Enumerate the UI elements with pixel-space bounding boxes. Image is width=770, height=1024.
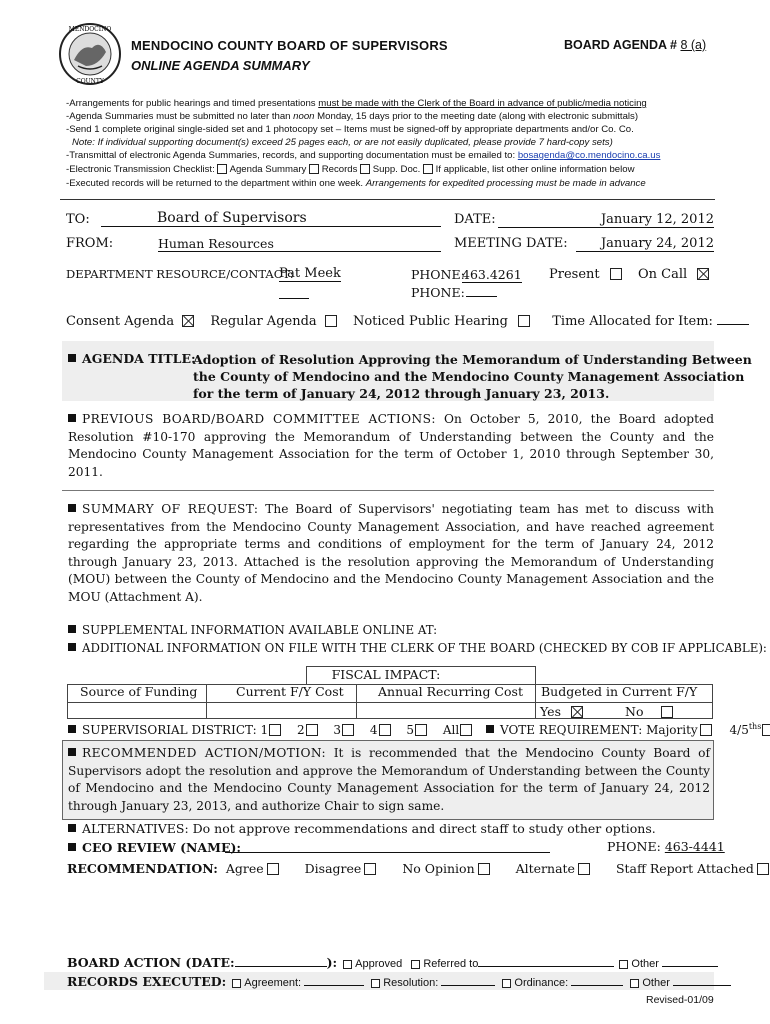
supplemental-online: SUPPLEMENTAL INFORMATION AVAILABLE ONLINE AT:: [68, 623, 437, 637]
budgeted-yes-option: Yes: [540, 704, 583, 719]
budgeted-no-checkbox[interactable]: [661, 706, 673, 718]
section-divider: [62, 490, 714, 491]
instruction-line: -Send 1 complete original single-sided set and 1 photocopy set – Items must be signed-off by appropriate departments and/or Co. Co.: [66, 124, 634, 135]
referred-checkbox[interactable]: [411, 960, 420, 969]
disagree-checkbox[interactable]: [364, 863, 376, 875]
time-allocated-field[interactable]: [717, 324, 749, 325]
bullet-icon: [68, 625, 76, 633]
noticed-hearing-checkbox[interactable]: [518, 315, 530, 327]
present-option: Present: [549, 267, 622, 282]
alternate-checkbox[interactable]: [578, 863, 590, 875]
records-executed-row: RECORDS EXECUTED: Agreement: Resolution: Ordinance: Other: [67, 974, 731, 989]
from-label: FROM:: [66, 236, 114, 251]
instruction-line: Note: If individual supporting document(s) exceed 25 pages each, or are not easily duplicated, please provide 7 hard-copy sets): [72, 137, 613, 148]
fiscal-impact-title: FISCAL IMPACT:: [331, 667, 441, 682]
records-other-checkbox[interactable]: [630, 979, 639, 988]
district-all-checkbox[interactable]: [460, 724, 472, 736]
board-agenda-value: 8 (a): [680, 38, 707, 52]
oncall-checkbox[interactable]: [697, 268, 709, 280]
recommendation-row: RECOMMENDATION: Agree Disagree No Opinion Alternate Staff Report Attached: [67, 861, 769, 876]
date-label: DATE:: [454, 212, 496, 227]
instruction-line: -Agenda Summaries must be submitted no later than noon Monday, 15 days prior to the meeting date (along with electronic submittals): [66, 111, 639, 122]
phone-2-label: PHONE:: [411, 285, 465, 300]
instruction-line: -Electronic Transmission Checklist: Agenda Summary Records Supp. Doc. If applicable, list other online information below: [66, 164, 635, 175]
fiscal-col-source: Source of Funding: [80, 684, 198, 699]
recommended-action: RECOMMENDED ACTION/MOTION: It is recommended that the Mendocino County Board of Supervisors adopt the resolution and approve the Memorandum of Understanding between the County of Mendocino and the Mendocino County Management Association for the term of January 24, 2012 through January 23, 2013, and authorize Chair to sign same.: [68, 746, 710, 813]
fiscal-current-value[interactable]: [208, 703, 354, 719]
resolution-field[interactable]: [441, 985, 495, 986]
additional-info: ADDITIONAL INFORMATION ON FILE WITH THE CLERK OF THE BOARD (CHECKED BY COB IF APPLICABLE):: [68, 641, 770, 655]
county-seal: [58, 22, 122, 86]
agree-checkbox[interactable]: [267, 863, 279, 875]
summary-of-request: SUMMARY OF REQUEST: The Board of Supervisors' negotiating team has met to discuss with representatives from the Mendocino County Management Association, and have reached agreement regarding the appropriate terms and conditions of employment for the term of January 24, 2012 through January 23, 2013. Attached is the resolution approving the Memorandum of Understanding (MOU) between the County of Mendocino and the Mendocino County Management Association and the MOU (Attachment A).: [68, 502, 714, 604]
ceo-review-row: CEO REVIEW (NAME):: [68, 840, 241, 855]
agenda-title-block: AGENDA TITLE:: [68, 351, 196, 366]
fiscal-source-value[interactable]: [0, 703, 206, 719]
regular-agenda-checkbox[interactable]: [325, 315, 337, 327]
resolution-checkbox[interactable]: [371, 979, 380, 988]
majority-checkbox[interactable]: [700, 724, 712, 736]
ordinance-checkbox[interactable]: [502, 979, 511, 988]
header-divider: [60, 199, 715, 200]
previous-actions: PREVIOUS BOARD/BOARD COMMITTEE ACTIONS: On October 5, 2010, the Board adopted Resolution #10-170 approving the Memorandum of Understanding between the County and the Mendocino County Management Association for the term of October 1, 2010 through September 30, 2011.: [68, 412, 715, 479]
fiscal-col-current: Current F/Y Cost: [236, 684, 344, 699]
to-label: TO:: [66, 212, 90, 227]
ordinance-field[interactable]: [571, 985, 623, 986]
present-checkbox[interactable]: [610, 268, 622, 280]
bullet-icon: [486, 725, 494, 733]
ceo-phone-value: 463-4441: [664, 839, 725, 854]
agenda-type-row: Consent Agenda Regular Agenda Noticed Public Hearing Time Allocated for Item:: [66, 314, 749, 329]
meeting-date-label: MEETING DATE:: [454, 236, 568, 251]
board-agenda-label: BOARD AGENDA #: [564, 38, 677, 52]
bullet-icon: [68, 643, 76, 651]
seal-text-top: MENDOCINO: [68, 26, 112, 33]
district-3-checkbox[interactable]: [342, 724, 354, 736]
checkbox-agenda-summary[interactable]: [217, 164, 227, 174]
oncall-option: On Call: [638, 267, 709, 282]
referred-to-field[interactable]: [478, 966, 614, 967]
board-action-date-field[interactable]: [235, 966, 327, 967]
revision-note: Revised-01/09: [646, 994, 714, 1006]
seal-text-bottom: COUNTY: [76, 78, 104, 85]
district-1-checkbox[interactable]: [269, 724, 281, 736]
bullet-icon: [68, 748, 76, 756]
phone-2-field[interactable]: [466, 296, 497, 297]
agenda-title-text: Adoption of Resolution Approving the Memorandum of Understanding Between the County of Mendocino and the Mendocino County Management Association for the term of January 24, 2012 through January 23, 2013.: [193, 352, 752, 401]
contact-field-2[interactable]: [279, 298, 309, 299]
page-subtitle: ONLINE AGENDA SUMMARY: [131, 58, 310, 73]
email-link[interactable]: bosagenda@co.mendocino.ca.us: [517, 150, 661, 161]
instruction-line: -Executed records will be returned to the department within one week. Arrangements for expedited processing must be made in advance: [66, 178, 646, 189]
phone-field[interactable]: 463.4261: [462, 267, 522, 282]
board-agenda-number: [564, 38, 706, 52]
staff-report-checkbox[interactable]: [757, 863, 769, 875]
checkbox-records[interactable]: [309, 164, 319, 174]
district-5-checkbox[interactable]: [415, 724, 427, 736]
bullet-icon: [68, 843, 76, 851]
four-fifths-checkbox[interactable]: [762, 724, 770, 736]
from-field[interactable]: Human Resources: [158, 236, 441, 252]
board-action-row: BOARD ACTION (DATE: ): Approved Referred to Other: [67, 955, 718, 970]
instruction-line: -Transmittal of electronic Agenda Summaries, records, and supporting documentation must be emailed to: bosagenda@co.mendocino.ca.us: [66, 150, 661, 161]
contact-field[interactable]: Pat Meek: [279, 266, 341, 281]
fiscal-col-budgeted: Budgeted in Current F/Y: [541, 684, 698, 699]
checkbox-other-online[interactable]: [423, 164, 433, 174]
ceo-review-name-field[interactable]: [225, 852, 550, 853]
checkbox-supp-doc[interactable]: [360, 164, 370, 174]
ceo-phone: PHONE: 463-4441: [607, 839, 725, 854]
no-opinion-checkbox[interactable]: [478, 863, 490, 875]
fiscal-col-annual: Annual Recurring Cost: [378, 684, 523, 699]
budgeted-yes-checkbox[interactable]: [571, 706, 583, 718]
contact-label: DEPARTMENT RESOURCE/CONTACT:: [66, 267, 294, 281]
supervisorial-district-row: SUPERVISORIAL DISTRICT: 1 2 3 4 5 All VOTE REQUIREMENT: Majority $4/5^{ths}$: [68, 722, 770, 737]
bullet-icon: [68, 504, 76, 512]
phone-label: PHONE:: [411, 267, 465, 282]
district-2-checkbox[interactable]: [306, 724, 318, 736]
consent-agenda-checkbox[interactable]: [182, 315, 194, 327]
fiscal-annual-value[interactable]: [358, 703, 534, 719]
date-field[interactable]: January 12, 2012: [498, 212, 714, 228]
district-4-checkbox[interactable]: [379, 724, 391, 736]
board-other-field[interactable]: [662, 966, 718, 967]
instruction-line: -Arrangements for public hearings and timed presentations must be made with the Clerk of the Board in advance of public/media noticing: [66, 98, 647, 109]
alternatives-row: ALTERNATIVES: Do not approve recommendations and direct staff to study other options.: [68, 821, 656, 836]
board-other-checkbox[interactable]: [619, 960, 628, 969]
page-title: MENDOCINO COUNTY BOARD OF SUPERVISORS: [131, 38, 448, 53]
meeting-date-field[interactable]: January 24, 2012: [576, 236, 714, 252]
to-field[interactable]: Board of Supervisors: [101, 210, 441, 227]
bullet-icon: [68, 354, 76, 362]
agreement-checkbox[interactable]: [232, 979, 241, 988]
approved-checkbox[interactable]: [343, 960, 352, 969]
records-other-field[interactable]: [673, 985, 731, 986]
agreement-field[interactable]: [304, 985, 364, 986]
bullet-icon: [68, 725, 76, 733]
budgeted-no-option: No: [625, 704, 673, 719]
bullet-icon: [68, 414, 76, 422]
bullet-icon: [68, 824, 76, 832]
